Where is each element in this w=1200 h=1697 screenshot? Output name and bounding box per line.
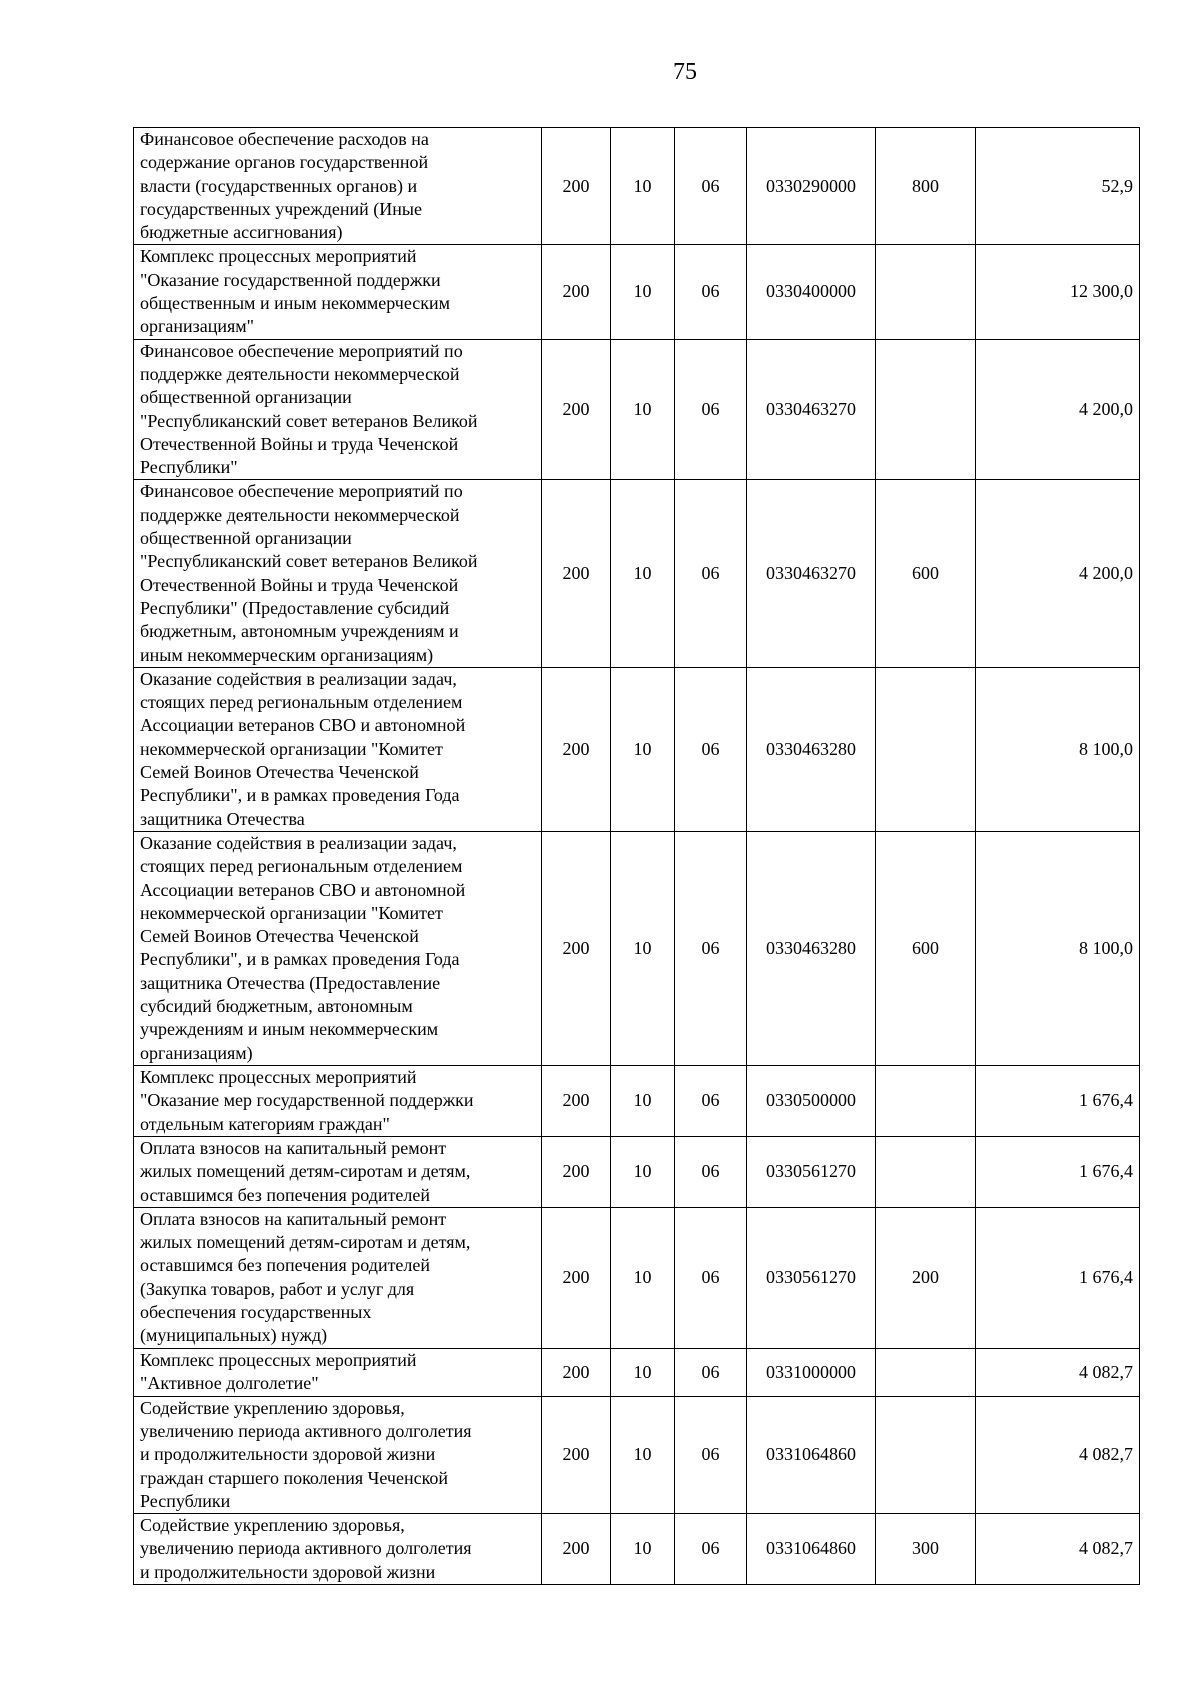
row-pr-cell: 06 [675, 1396, 747, 1513]
table-row [134, 1396, 1140, 1513]
row-sum-cell: 12 300,0 [976, 245, 1140, 339]
row-name-cell: Комплекс процессных мероприятий "Активное долголетие" [134, 1348, 542, 1396]
row-sum-cell: 4 200,0 [976, 339, 1140, 480]
table-row [134, 1207, 1140, 1348]
row-sum-cell: 1 676,4 [976, 1207, 1140, 1348]
row-name-cell: Оказание содействия в реализации задач, стоящих перед региональным отделением Ассоциации ветеранов СВО и автономной некоммерческой организации "Комитет Семей Воинов Отечества Чеченской Республики", и в рамках проведения Года защитника Отечества [134, 667, 542, 831]
row-name-cell: Комплекс процессных мероприятий "Оказание мер государственной поддержки отдельным категориям граждан" [134, 1065, 542, 1136]
row-pr-cell: 06 [675, 1065, 747, 1136]
row-pr-cell: 06 [675, 831, 747, 1065]
row-gr-cell: 200 [542, 831, 611, 1065]
row-gr-cell: 200 [542, 128, 611, 245]
row-sum-cell: 52,9 [976, 128, 1140, 245]
row-sum-cell: 1 676,4 [976, 1065, 1140, 1136]
row-pr-cell: 06 [675, 1348, 747, 1396]
row-vr-cell [876, 1136, 976, 1207]
row-csr-cell: 0331000000 [747, 1348, 876, 1396]
row-name-cell: Комплекс процессных мероприятий "Оказание государственной поддержки общественным и иным некоммерческим организациям" [134, 245, 542, 339]
row-rz-cell: 10 [611, 1065, 675, 1136]
row-vr-cell: 800 [876, 128, 976, 245]
row-gr-cell: 200 [542, 245, 611, 339]
row-pr-cell: 06 [675, 667, 747, 831]
row-sum-cell: 4 082,7 [976, 1396, 1140, 1513]
row-rz-cell: 10 [611, 831, 675, 1065]
row-gr-cell: 200 [542, 667, 611, 831]
row-sum-cell: 8 100,0 [976, 667, 1140, 831]
row-vr-cell: 300 [876, 1514, 976, 1585]
row-vr-cell: 600 [876, 831, 976, 1065]
row-gr-cell: 200 [542, 1348, 611, 1396]
row-sum-cell: 4 200,0 [976, 480, 1140, 667]
page-number: 75 [673, 59, 697, 85]
row-name-cell: Содействие укреплению здоровья, увеличению периода активного долголетия и продолжительности здоровой жизни граждан старшего поколения Чеченской Республики [134, 1396, 542, 1513]
row-name-cell: Оплата взносов на капитальный ремонт жилых помещений детям-сиротам и детям, оставшимся без попечения родителей (Закупка товаров, работ и услуг для обеспечения государственных (муниципальных) нужд) [134, 1207, 542, 1348]
row-rz-cell: 10 [611, 1514, 675, 1585]
row-name-cell: Оплата взносов на капитальный ремонт жилых помещений детям-сиротам и детям, оставшимся без попечения родителей [134, 1136, 542, 1207]
row-pr-cell: 06 [675, 1136, 747, 1207]
table-row [134, 245, 1140, 339]
row-rz-cell: 10 [611, 1396, 675, 1513]
table-row [134, 1348, 1140, 1396]
row-gr-cell: 200 [542, 480, 611, 667]
row-pr-cell: 06 [675, 339, 747, 480]
row-gr-cell: 200 [542, 1136, 611, 1207]
row-csr-cell: 0330561270 [747, 1136, 876, 1207]
row-rz-cell: 10 [611, 480, 675, 667]
row-sum-cell: 4 082,7 [976, 1514, 1140, 1585]
row-vr-cell: 200 [876, 1207, 976, 1348]
row-rz-cell: 10 [611, 1136, 675, 1207]
row-vr-cell [876, 1348, 976, 1396]
row-name-cell: Финансовое обеспечение мероприятий по поддержке деятельности некоммерческой общественной организации "Республиканский совет ветеранов Великой Отечественной Войны и труда Чеченской Республики" (Предоставление субсидий бюджетным, автономным учреждениям и иным некоммерческим организациям) [134, 480, 542, 667]
row-rz-cell: 10 [611, 339, 675, 480]
row-gr-cell: 200 [542, 1207, 611, 1348]
row-rz-cell: 10 [611, 1348, 675, 1396]
row-csr-cell: 0330500000 [747, 1065, 876, 1136]
row-pr-cell: 06 [675, 245, 747, 339]
row-name-cell: Содействие укреплению здоровья, увеличению периода активного долголетия и продолжительности здоровой жизни [134, 1514, 542, 1585]
row-pr-cell: 06 [675, 1514, 747, 1585]
row-vr-cell [876, 339, 976, 480]
row-csr-cell: 0330290000 [747, 128, 876, 245]
row-gr-cell: 200 [542, 1514, 611, 1585]
row-csr-cell: 0330463270 [747, 339, 876, 480]
row-csr-cell: 0331064860 [747, 1514, 876, 1585]
row-sum-cell: 8 100,0 [976, 831, 1140, 1065]
row-csr-cell: 0330400000 [747, 245, 876, 339]
row-rz-cell: 10 [611, 245, 675, 339]
row-gr-cell: 200 [542, 339, 611, 480]
row-csr-cell: 0330561270 [747, 1207, 876, 1348]
table-row [134, 667, 1140, 831]
row-vr-cell [876, 667, 976, 831]
table-row [134, 480, 1140, 667]
table-row [134, 128, 1140, 245]
row-rz-cell: 10 [611, 1207, 675, 1348]
row-sum-cell: 4 082,7 [976, 1348, 1140, 1396]
row-vr-cell [876, 245, 976, 339]
row-csr-cell: 0331064860 [747, 1396, 876, 1513]
table-row [134, 1136, 1140, 1207]
table-row [134, 1065, 1140, 1136]
row-vr-cell [876, 1396, 976, 1513]
table-row [134, 339, 1140, 480]
row-rz-cell: 10 [611, 128, 675, 245]
row-name-cell: Финансовое обеспечение расходов на содержание органов государственной власти (государственных органов) и государственных учреждений (Иные бюджетные ассигнования) [134, 128, 542, 245]
row-name-cell: Финансовое обеспечение мероприятий по поддержке деятельности некоммерческой общественной организации "Республиканский совет ветеранов Великой Отечественной Войны и труда Чеченской Республики" [134, 339, 542, 480]
row-sum-cell: 1 676,4 [976, 1136, 1140, 1207]
row-pr-cell: 06 [675, 480, 747, 667]
row-pr-cell: 06 [675, 1207, 747, 1348]
table-row [134, 1514, 1140, 1585]
row-csr-cell: 0330463270 [747, 480, 876, 667]
row-gr-cell: 200 [542, 1396, 611, 1513]
row-vr-cell: 600 [876, 480, 976, 667]
row-gr-cell: 200 [542, 1065, 611, 1136]
row-csr-cell: 0330463280 [747, 831, 876, 1065]
budget-table [133, 127, 1140, 1585]
row-csr-cell: 0330463280 [747, 667, 876, 831]
row-pr-cell: 06 [675, 128, 747, 245]
table-row [134, 831, 1140, 1065]
row-vr-cell [876, 1065, 976, 1136]
row-rz-cell: 10 [611, 667, 675, 831]
row-name-cell: Оказание содействия в реализации задач, стоящих перед региональным отделением Ассоциации ветеранов СВО и автономной некоммерческой организации "Комитет Семей Воинов Отечества Чеченской Республики", и в рамках проведения Года защитника Отечества (Предоставление субсидий бюджетным, автономным учреждениям и иным некоммерческим организациям) [134, 831, 542, 1065]
